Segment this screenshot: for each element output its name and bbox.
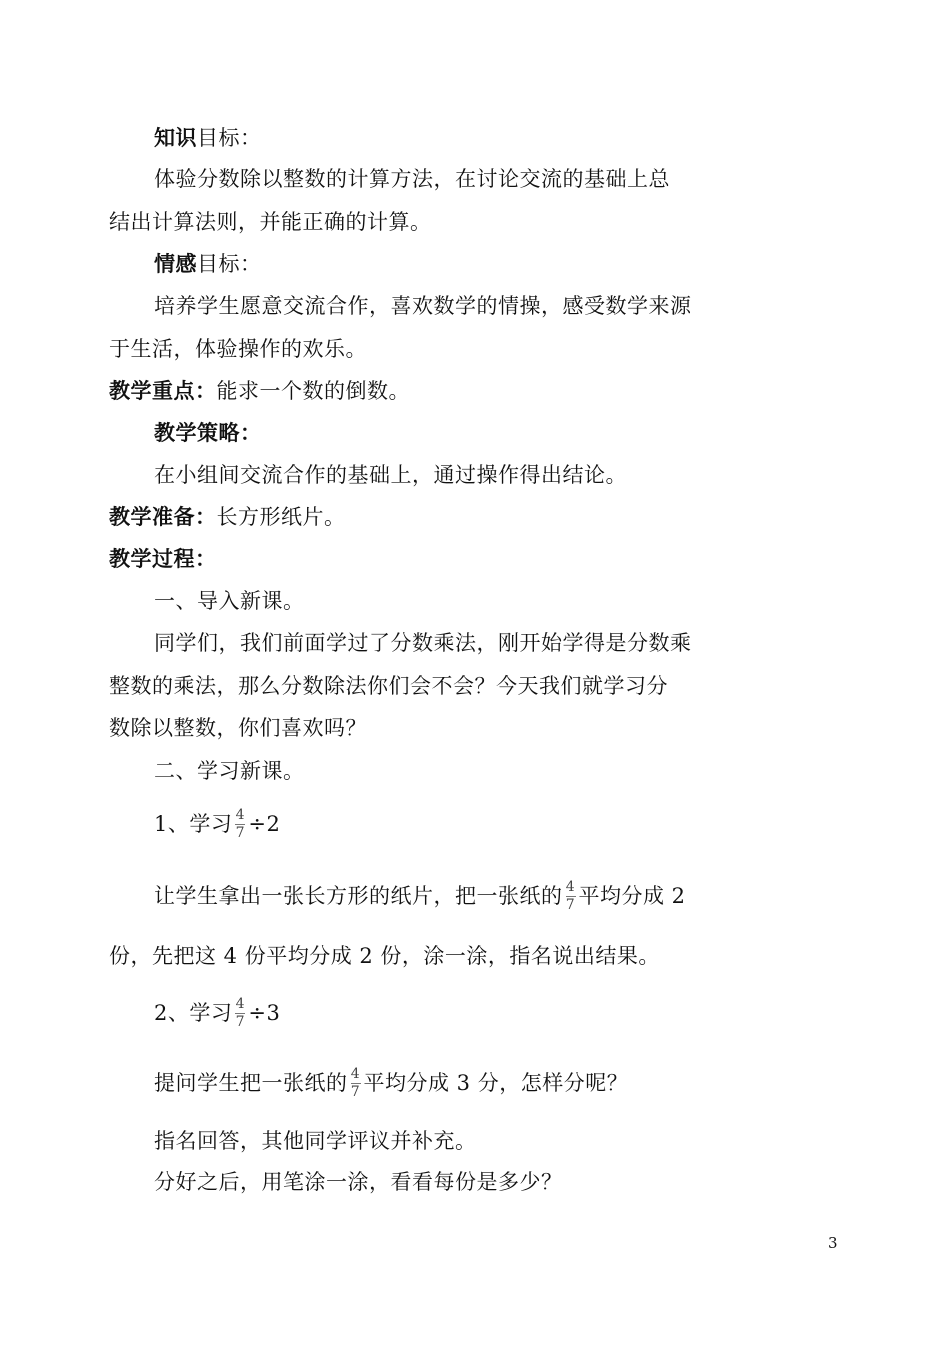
item1-suffix: ÷2 [248, 812, 281, 836]
prep-value: 长方形纸片。 [216, 505, 346, 529]
section1-line2: 整数的乘法，那么分数除法你们会不会？今天我们就学习分 [109, 674, 668, 698]
fraction-denominator: 7 [565, 896, 576, 913]
item1-text-line2: 份，先把这 4 份平均分成 2 份，涂一涂，指名说出结果。 [109, 944, 660, 968]
emotion-text-line1: 培养学生愿意交流合作，喜欢数学的情操，感受数学来源 [154, 294, 692, 318]
item2-text-fraction [351, 1067, 361, 1100]
section1-heading: 一、导入新课。 [154, 589, 305, 613]
knowledge-goal-label: 知识 [154, 125, 197, 150]
knowledge-goal-suffix: 目标： [197, 126, 262, 150]
emotion-text-line2: 于生活，体验操作的欢乐。 [109, 337, 367, 361]
item2-suffix: ÷3 [248, 1001, 281, 1025]
fraction-denominator: 7 [235, 824, 246, 841]
item2-heading [154, 991, 280, 1035]
fraction-numerator: 4 [235, 806, 246, 823]
item2-text-suffix: 平均分成 3 分，怎样分呢？ [363, 1071, 629, 1095]
section1-line1: 同学们，我们前面学过了分数乘法，刚开始学得是分数乘 [154, 631, 692, 655]
key-point [109, 369, 410, 413]
item1-text-suffix: 平均分成 2 [578, 884, 686, 908]
knowledge-text-line2: 结出计算法则，并能正确的计算。 [109, 210, 432, 234]
fraction-numerator: 4 [565, 878, 576, 895]
knowledge-text-line1: 体验分数除以整数的计算方法，在讨论交流的基础上总 [154, 167, 670, 191]
item2-prefix: 2、学习 [154, 1001, 233, 1025]
item2-text-prefix: 提问学生把一张纸的 [154, 1071, 348, 1095]
fraction-numerator: 4 [235, 995, 246, 1012]
item1-text-fraction [566, 880, 576, 913]
item1-heading [154, 802, 280, 846]
fraction-denominator: 7 [235, 1013, 246, 1030]
key-point-value: 能求一个数的倒数。 [216, 379, 410, 403]
section1-line3: 数除以整数，你们喜欢吗？ [109, 716, 367, 740]
item1-text-prefix: 让学生拿出一张长方形的纸片，把一张纸的 [154, 884, 563, 908]
emotion-goal-label: 情感 [154, 251, 197, 276]
prep-label: 教学准备： [109, 504, 217, 529]
item1-fraction [235, 808, 245, 841]
section2-heading: 二、学习新课。 [154, 759, 305, 783]
emotion-goal-heading [154, 242, 262, 286]
prep [109, 495, 346, 539]
fraction-numerator: 4 [350, 1065, 361, 1082]
item2-fraction [235, 997, 245, 1030]
emotion-goal-suffix: 目标： [197, 252, 262, 276]
item1-prefix: 1、学习 [154, 812, 233, 836]
item2-text-line1 [154, 1061, 628, 1105]
knowledge-goal-heading [154, 116, 262, 160]
fraction-denominator: 7 [350, 1083, 361, 1100]
strategy-value: 在小组间交流合作的基础上，通过操作得出结论。 [154, 463, 627, 487]
item2-after-line: 分好之后，用笔涂一涂，看看每份是多少？ [154, 1170, 563, 1194]
item2-answer-line: 指名回答，其他同学评议并补充。 [154, 1129, 477, 1153]
item1-text-line1 [154, 874, 686, 918]
process-label: 教学过程： [109, 546, 217, 571]
strategy-label: 教学策略： [154, 420, 262, 445]
page-number: 3 [828, 1234, 838, 1252]
key-point-label: 教学重点： [109, 378, 217, 403]
